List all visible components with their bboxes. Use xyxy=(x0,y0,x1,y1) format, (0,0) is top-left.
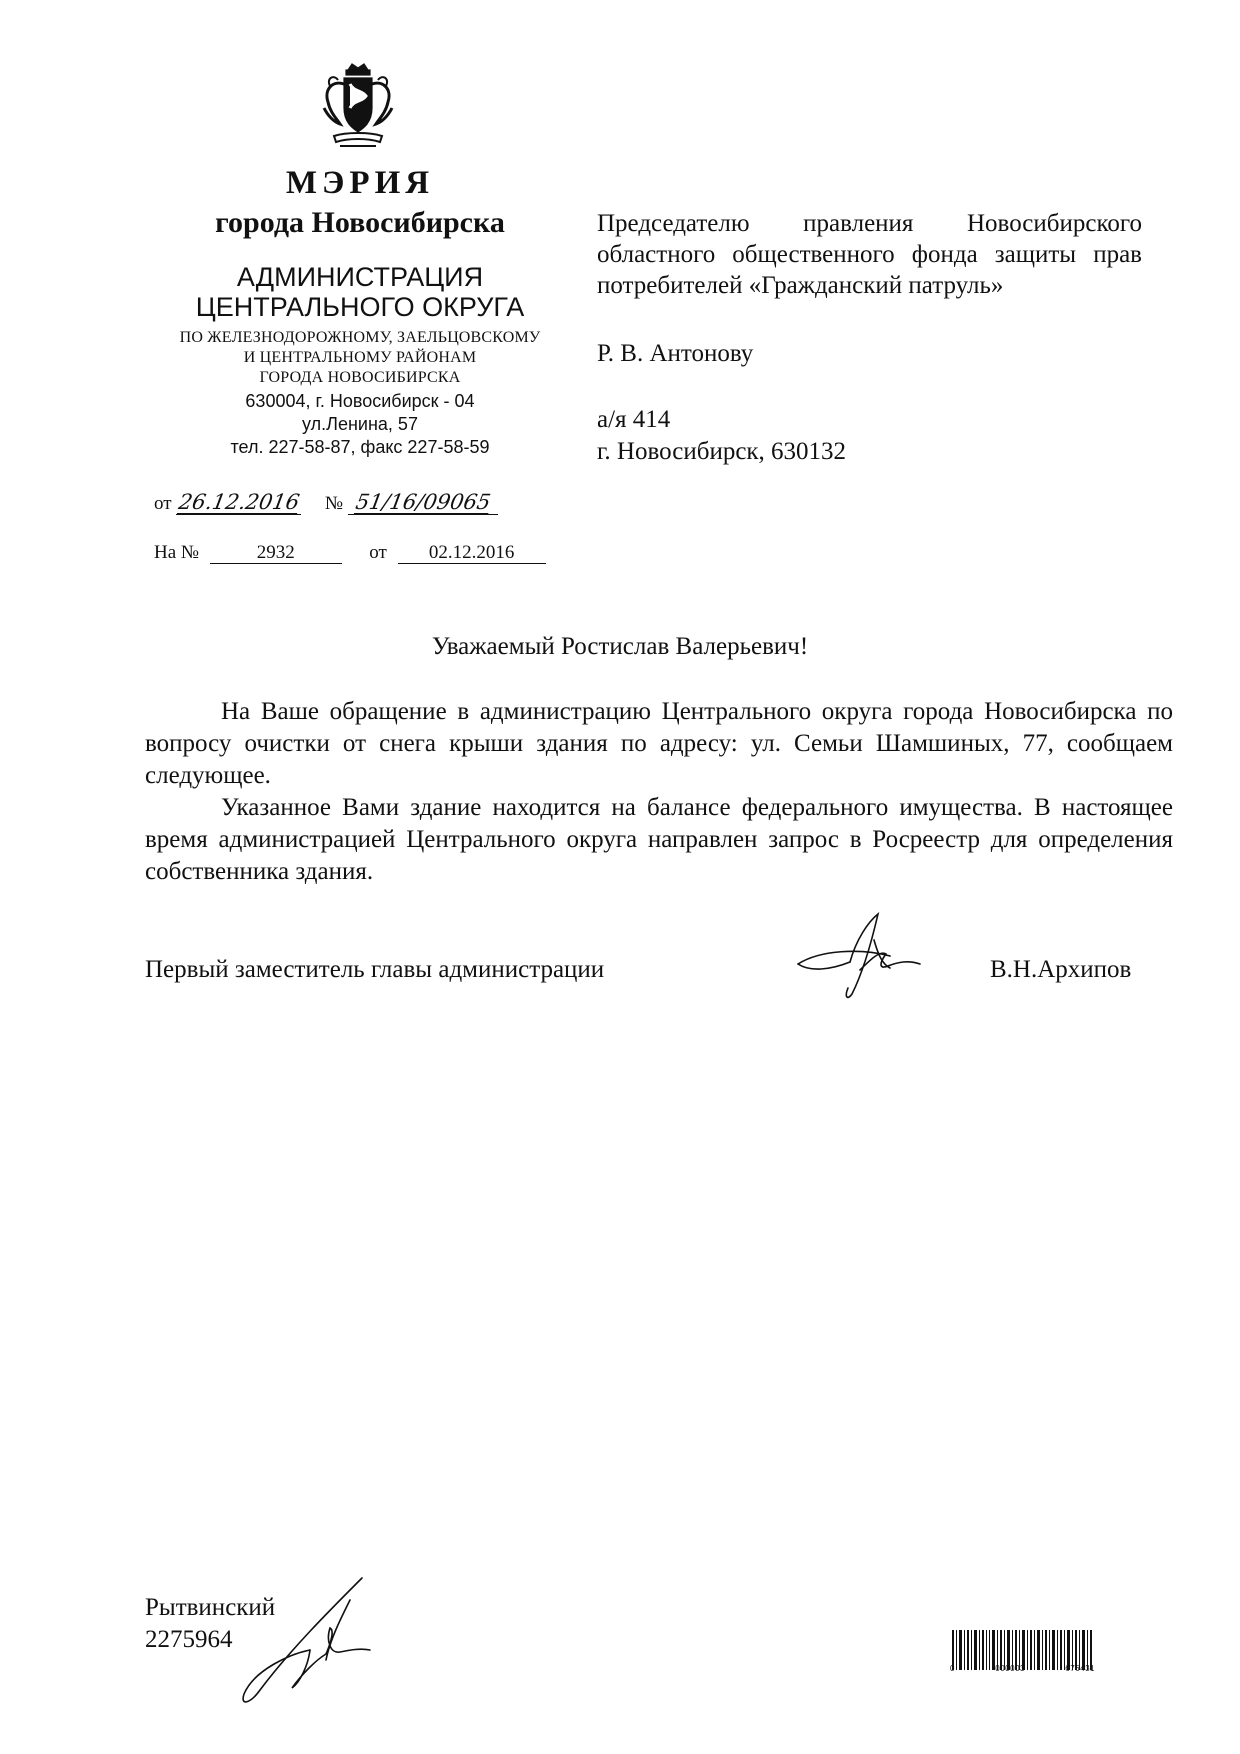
sender-address-line: тел. 227-58-87, факс 227-58-59 xyxy=(230,437,490,457)
outgoing-number: 51/16/09065 xyxy=(353,490,493,514)
executor-signature-icon xyxy=(230,1570,380,1710)
barcode-part: 676431 xyxy=(1065,1664,1095,1673)
postal-line: а/я 414 xyxy=(597,406,671,433)
postal-line: г. Новосибирск, 630132 xyxy=(597,438,847,465)
signer-name: В.Н.Архипов xyxy=(990,956,1132,983)
administration-line: ЦЕНТРАЛЬНОГО ОКРУГА xyxy=(195,292,525,322)
from-label: от xyxy=(154,493,172,514)
barcode-number xyxy=(950,1664,1095,1673)
reply-from-label: от xyxy=(369,542,387,563)
body-paragraph: На Ваше обращение в администрацию Центрального округа города Новосибирска по вопросу очистки от снега крыши здания по адресу: ул. Семьи Шамшиных, 77, сообщаем следующее. xyxy=(145,698,1173,789)
incoming-number: 2932 xyxy=(210,543,342,564)
number-label: № xyxy=(324,493,343,514)
executor-name: Рытвинский xyxy=(145,1594,276,1621)
districts-line: ПО ЖЕЛЕЗНОДОРОЖНОМУ, ЗАЕЛЬЦОВСКОМУ xyxy=(179,329,541,346)
sender-address-line: ул.Ленина, 57 xyxy=(302,414,418,434)
signer-position: Первый заместитель главы администрации xyxy=(145,956,605,983)
reply-label: На № xyxy=(154,542,200,563)
greeting: Уважаемый Ростислав Валерьевич! xyxy=(431,633,809,660)
incoming-reference xyxy=(154,542,546,564)
districts-line: ГОРОДА НОВОСИБИРСКА xyxy=(259,369,461,386)
sender-address-line: 630004, г. Новосибирск - 04 xyxy=(245,391,475,411)
addressee-position-text: Председателю правления Новосибирского областного общественного фонда защиты прав потребителей «Гражданский патруль» xyxy=(597,210,1142,299)
incoming-date: 02.12.2016 xyxy=(398,543,546,564)
administration-title xyxy=(140,262,580,322)
barcode-part: 000003 xyxy=(995,1664,1025,1673)
signature-icon xyxy=(790,910,940,1010)
mayor-office-title: МЭРИЯ xyxy=(285,165,435,201)
sender-address-block xyxy=(140,390,580,459)
coat-of-arms-icon xyxy=(310,62,406,158)
districts-line: И ЦЕНТРАЛЬНОМУ РАЙОНАМ xyxy=(243,349,477,366)
administration-line: АДМИНИСТРАЦИЯ xyxy=(236,262,484,292)
addressee-postal xyxy=(597,404,846,468)
barcode-part: 0 xyxy=(950,1664,955,1673)
letter-body xyxy=(145,696,1173,888)
districts-block xyxy=(140,328,580,388)
city-title: города Новосибирска xyxy=(215,206,505,239)
executor-phone: 2275964 xyxy=(145,1626,233,1653)
outgoing-number-field xyxy=(348,492,498,515)
outgoing-reference xyxy=(154,492,498,515)
addressee-position xyxy=(597,208,1142,301)
outgoing-date-field xyxy=(176,492,301,515)
body-paragraph: Указанное Вами здание находится на балансе федерального имущества. В настоящее время администрацией Центрального округа направлен запрос в Росреестр для определения собственника здания. xyxy=(145,794,1173,885)
addressee-name: Р. В. Антонову xyxy=(597,340,754,367)
outgoing-date: 26.12.2016 xyxy=(176,490,302,514)
